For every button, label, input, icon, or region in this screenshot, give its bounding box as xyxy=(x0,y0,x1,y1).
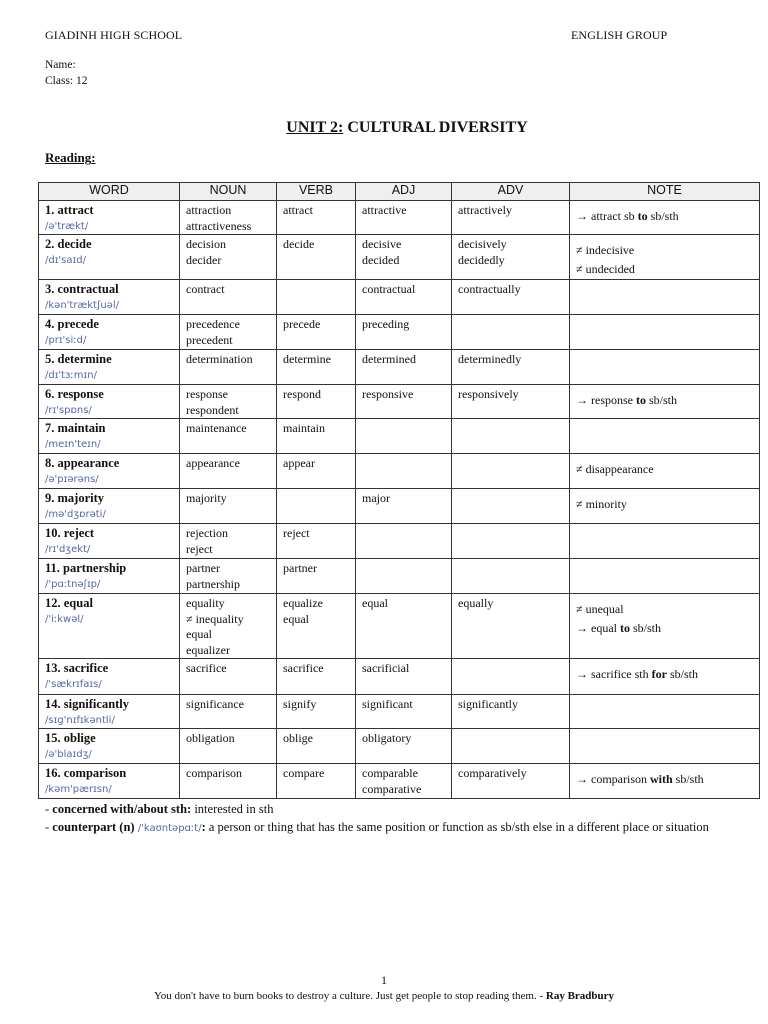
word-label: 4. precede xyxy=(45,317,99,331)
cell-note xyxy=(570,594,760,659)
cell-note xyxy=(570,489,760,524)
cell-noun xyxy=(180,385,277,419)
cell-word xyxy=(39,594,180,659)
adv-form: decidedly xyxy=(458,252,505,267)
noun-form: ≠ inequality xyxy=(186,611,244,626)
cell-adj xyxy=(356,695,452,729)
table-row xyxy=(39,594,760,659)
adj-form: determined xyxy=(362,352,416,366)
cell-adv xyxy=(452,350,570,385)
col-verb: VERB xyxy=(277,183,356,201)
table-row xyxy=(39,385,760,419)
cell-adj xyxy=(356,201,452,235)
cell-verb xyxy=(277,419,356,454)
word-label: 1. attract xyxy=(45,203,94,217)
cell-verb xyxy=(277,350,356,385)
note-line xyxy=(576,770,753,789)
verb-form: oblige xyxy=(283,731,313,745)
noun-form: determination xyxy=(186,352,253,366)
cell-adj xyxy=(356,419,452,454)
cell-noun xyxy=(180,235,277,280)
adv-form: significantly xyxy=(458,697,518,711)
def-dash: - xyxy=(45,802,53,816)
page-number: 1 xyxy=(381,973,387,987)
cell-verb xyxy=(277,385,356,419)
adj-form: comparable xyxy=(362,766,418,780)
cell-verb xyxy=(277,280,356,315)
name-label: Name: xyxy=(45,59,76,71)
word-label: 13. sacrifice xyxy=(45,661,109,675)
noun-form: appearance xyxy=(186,456,240,470)
note-preposition: to xyxy=(620,621,630,635)
cell-noun xyxy=(180,489,277,524)
section-heading xyxy=(45,150,96,166)
word-ipa: /mə'dʒɒrəti/ xyxy=(45,508,106,520)
note-line xyxy=(576,241,753,260)
noun-form: obligation xyxy=(186,731,235,745)
cell-note xyxy=(570,764,760,799)
cell-note xyxy=(570,280,760,315)
cell-adj xyxy=(356,350,452,385)
noun-form: partner xyxy=(186,561,220,575)
verb-form: maintain xyxy=(283,421,325,435)
cell-noun xyxy=(180,594,277,659)
cell-adv xyxy=(452,454,570,489)
verb-form: equalize xyxy=(283,596,323,610)
cell-word xyxy=(39,729,180,764)
verb-form: partner xyxy=(283,561,317,575)
noun-form: partnership xyxy=(186,576,240,591)
cell-adj xyxy=(356,315,452,350)
definition-1 xyxy=(45,800,745,818)
cell-verb xyxy=(277,659,356,695)
cell-adv xyxy=(452,315,570,350)
word-ipa: /kəm'pærɪsn/ xyxy=(45,783,112,795)
noun-form: contract xyxy=(186,282,225,296)
cell-note xyxy=(570,315,760,350)
noun-form: majority xyxy=(186,491,227,505)
cell-note xyxy=(570,454,760,489)
unit-topic: CULTURAL DIVERSITY xyxy=(343,119,528,136)
cell-word xyxy=(39,350,180,385)
cell-noun xyxy=(180,729,277,764)
verb-form: signify xyxy=(283,697,317,711)
noun-form: significance xyxy=(186,697,244,711)
cell-adj xyxy=(356,235,452,280)
cell-verb xyxy=(277,201,356,235)
cell-word xyxy=(39,764,180,799)
cell-word xyxy=(39,385,180,419)
note-line xyxy=(576,260,753,279)
note-line xyxy=(576,460,753,479)
cell-note xyxy=(570,559,760,594)
noun-form: sacrifice xyxy=(186,661,227,675)
verb-form: determine xyxy=(283,352,331,366)
note-line xyxy=(576,495,753,514)
word-label: 3. contractual xyxy=(45,282,119,296)
cell-noun xyxy=(180,559,277,594)
note-text: sb/sth xyxy=(630,621,662,635)
cell-adv xyxy=(452,489,570,524)
page-title xyxy=(0,119,768,137)
cell-word xyxy=(39,524,180,559)
note-text: ≠ undecided xyxy=(576,262,635,276)
note-text: → comparison xyxy=(576,772,650,786)
cell-noun xyxy=(180,315,277,350)
table-row xyxy=(39,419,760,454)
word-label: 16. comparison xyxy=(45,766,127,780)
table-row xyxy=(39,489,760,524)
cell-adv xyxy=(452,385,570,419)
word-ipa: /'iːkwəl/ xyxy=(45,613,84,625)
word-ipa: /'sækrɪfaɪs/ xyxy=(45,678,102,690)
noun-form: comparison xyxy=(186,766,242,780)
verb-form: appear xyxy=(283,456,315,470)
note-preposition: to xyxy=(636,393,646,407)
table-row xyxy=(39,280,760,315)
noun-form: equality xyxy=(186,596,225,610)
cell-note xyxy=(570,524,760,559)
word-label: 12. equal xyxy=(45,596,93,610)
section-label: Reading xyxy=(45,150,92,165)
adv-form: decisively xyxy=(458,237,507,251)
word-label: 8. appearance xyxy=(45,456,120,470)
verb-form: decide xyxy=(283,237,315,251)
adj-form: significant xyxy=(362,697,413,711)
noun-form: response xyxy=(186,387,228,401)
table-row xyxy=(39,201,760,235)
verb-form: precede xyxy=(283,317,321,331)
cell-adj xyxy=(356,489,452,524)
word-label: 7. maintain xyxy=(45,421,106,435)
col-adj: ADJ xyxy=(356,183,452,201)
quote-text: You don't have to burn books to destroy a culture. Just get people to stop reading them. - xyxy=(153,990,546,1002)
cell-verb xyxy=(277,729,356,764)
cell-verb xyxy=(277,454,356,489)
noun-form: reject xyxy=(186,541,213,556)
note-text: ≠ disappearance xyxy=(576,462,654,476)
cell-adj xyxy=(356,524,452,559)
note-preposition: for xyxy=(651,667,667,681)
cell-adj xyxy=(356,764,452,799)
col-word: WORD xyxy=(39,183,180,201)
word-ipa: /sɪg'nɪfɪkəntli/ xyxy=(45,714,115,726)
word-label: 15. oblige xyxy=(45,731,96,745)
adj-form: decisive xyxy=(362,237,402,251)
noun-form: decider xyxy=(186,252,222,267)
cell-adv xyxy=(452,659,570,695)
note-line xyxy=(576,665,753,684)
group-name: ENGLISH GROUP xyxy=(571,28,668,42)
table-row xyxy=(39,315,760,350)
word-label: 14. significantly xyxy=(45,697,130,711)
adj-form: comparative xyxy=(362,781,422,796)
cell-word xyxy=(39,280,180,315)
table-row xyxy=(39,659,760,695)
footer-quote xyxy=(0,990,768,1002)
def-term: counterpart (n) xyxy=(52,820,135,834)
col-note: NOTE xyxy=(570,183,760,201)
word-ipa: /dɪ'saɪd/ xyxy=(45,254,86,266)
class-label: Class: 12 xyxy=(45,75,88,87)
cell-adj xyxy=(356,594,452,659)
cell-adv xyxy=(452,559,570,594)
cell-word xyxy=(39,454,180,489)
adv-form: determinedly xyxy=(458,352,522,366)
def-ipa: /'kaʊntəpɑːt/ xyxy=(134,823,202,834)
cell-adv xyxy=(452,524,570,559)
cell-verb xyxy=(277,524,356,559)
noun-form: precedence xyxy=(186,317,240,331)
note-line xyxy=(576,391,753,410)
word-ipa: /'pɑːtnəʃɪp/ xyxy=(45,578,101,590)
cell-noun xyxy=(180,419,277,454)
cell-verb xyxy=(277,489,356,524)
cell-verb xyxy=(277,594,356,659)
adv-form: equally xyxy=(458,596,494,610)
note-text: sb/sth xyxy=(647,209,679,223)
noun-form: equalizer xyxy=(186,642,230,657)
definition-2 xyxy=(45,818,745,838)
cell-noun xyxy=(180,764,277,799)
adv-form: contractually xyxy=(458,282,521,296)
cell-noun xyxy=(180,350,277,385)
cell-word xyxy=(39,559,180,594)
note-text: sb/sth xyxy=(646,393,678,407)
word-ipa: /ə'trækt/ xyxy=(45,220,89,232)
cell-adv xyxy=(452,235,570,280)
cell-adv xyxy=(452,280,570,315)
adj-form: obligatory xyxy=(362,731,412,745)
cell-adj xyxy=(356,729,452,764)
note-text: sb/sth xyxy=(672,772,704,786)
table-row xyxy=(39,350,760,385)
word-label: 9. majority xyxy=(45,491,105,505)
cell-word xyxy=(39,419,180,454)
cell-verb xyxy=(277,764,356,799)
word-label: 2. decide xyxy=(45,237,92,251)
cell-adj xyxy=(356,559,452,594)
note-line xyxy=(576,600,753,619)
adj-form: sacrificial xyxy=(362,661,410,675)
cell-word xyxy=(39,695,180,729)
noun-form: rejection xyxy=(186,526,228,540)
adj-form: attractive xyxy=(362,203,407,217)
table-row xyxy=(39,235,760,280)
cell-verb xyxy=(277,695,356,729)
note-text: sb/sth xyxy=(666,667,698,681)
noun-form: decision xyxy=(186,237,226,251)
word-label: 10. reject xyxy=(45,526,95,540)
definitions xyxy=(45,800,745,838)
verb-form: respond xyxy=(283,387,321,401)
word-ipa: /ə'blaɪdʒ/ xyxy=(45,748,92,760)
word-ipa: /ə'pɪərəns/ xyxy=(45,473,99,485)
cell-adv xyxy=(452,419,570,454)
note-line xyxy=(576,207,753,226)
adv-form: comparatively xyxy=(458,766,527,780)
note-text: → sacrifice sth xyxy=(576,667,652,681)
note-text: ≠ unequal xyxy=(576,602,624,616)
adj-form: preceding xyxy=(362,317,410,331)
def-meaning: interested in sth xyxy=(191,802,274,816)
table-row xyxy=(39,524,760,559)
note-line xyxy=(576,619,753,638)
adj-form: responsive xyxy=(362,387,414,401)
cell-noun xyxy=(180,201,277,235)
cell-verb xyxy=(277,235,356,280)
word-ipa: /kən'træktʃuəl/ xyxy=(45,299,119,311)
cell-word xyxy=(39,235,180,280)
word-ipa: /rɪ'dʒekt/ xyxy=(45,543,91,555)
noun-form: respondent xyxy=(186,402,239,417)
col-adv: ADV xyxy=(452,183,570,201)
word-ipa: /meɪn'teɪn/ xyxy=(45,438,101,450)
word-ipa: /dɪ'tɜːmɪn/ xyxy=(45,369,97,381)
cell-word xyxy=(39,489,180,524)
noun-form: maintenance xyxy=(186,421,247,435)
table-row xyxy=(39,764,760,799)
cell-word xyxy=(39,201,180,235)
cell-noun xyxy=(180,659,277,695)
cell-note xyxy=(570,385,760,419)
def-meaning: a person or thing that has the same position or function as sb/sth else in a different place or situation xyxy=(205,820,709,834)
note-text: → equal xyxy=(576,621,620,635)
cell-adv xyxy=(452,594,570,659)
student-meta xyxy=(45,57,88,89)
word-label: 6. response xyxy=(45,387,104,401)
noun-form: attraction xyxy=(186,203,232,217)
cell-verb xyxy=(277,315,356,350)
noun-form: attractiveness xyxy=(186,218,252,233)
cell-word xyxy=(39,315,180,350)
word-label: 5. determine xyxy=(45,352,112,366)
adj-form: contractual xyxy=(362,282,416,296)
cell-adv xyxy=(452,201,570,235)
note-text: → response xyxy=(576,393,636,407)
cell-noun xyxy=(180,524,277,559)
cell-noun xyxy=(180,280,277,315)
table-row xyxy=(39,559,760,594)
vocabulary-table xyxy=(38,182,760,799)
verb-form: reject xyxy=(283,526,310,540)
cell-note xyxy=(570,201,760,235)
cell-adj xyxy=(356,659,452,695)
word-ipa: /rɪ'spɒns/ xyxy=(45,404,92,416)
cell-note xyxy=(570,695,760,729)
note-text: ≠ indecisive xyxy=(576,243,635,257)
word-ipa: /prɪ'siːd/ xyxy=(45,334,87,346)
cell-note xyxy=(570,419,760,454)
cell-note xyxy=(570,235,760,280)
cell-noun xyxy=(180,695,277,729)
def-colon: : xyxy=(201,820,206,834)
cell-adj xyxy=(356,454,452,489)
cell-noun xyxy=(180,454,277,489)
table-row xyxy=(39,454,760,489)
unit-label: UNIT 2: xyxy=(286,119,344,136)
cell-note xyxy=(570,350,760,385)
noun-form: equal xyxy=(186,627,212,641)
verb-form: compare xyxy=(283,766,325,780)
cell-note xyxy=(570,729,760,764)
verb-form: sacrifice xyxy=(283,661,324,675)
school-name: GIADINH HIGH SCHOOL xyxy=(45,28,183,42)
quote-author: Ray Bradbury xyxy=(545,990,615,1002)
table-header-row xyxy=(39,183,760,201)
adj-form: major xyxy=(362,491,390,505)
note-text: → attract sb xyxy=(576,209,638,223)
cell-verb xyxy=(277,559,356,594)
section-colon: : xyxy=(91,150,96,165)
adv-form: responsively xyxy=(458,387,519,401)
adv-form: attractively xyxy=(458,203,512,217)
cell-adv xyxy=(452,764,570,799)
cell-adv xyxy=(452,729,570,764)
cell-adj xyxy=(356,385,452,419)
def-term: concerned with/about sth: xyxy=(52,802,192,816)
adj-form: equal xyxy=(362,596,388,610)
cell-word xyxy=(39,659,180,695)
note-preposition: to xyxy=(637,209,648,223)
adj-form: decided xyxy=(362,252,400,267)
def-dash: - xyxy=(45,820,53,834)
cell-adv xyxy=(452,695,570,729)
table-row xyxy=(39,729,760,764)
note-text: ≠ minority xyxy=(576,497,627,511)
note-preposition: with xyxy=(650,772,673,786)
verb-form: equal xyxy=(283,611,309,626)
noun-form: precedent xyxy=(186,332,233,347)
verb-form: attract xyxy=(283,203,313,217)
cell-adj xyxy=(356,280,452,315)
cell-note xyxy=(570,659,760,695)
table-row xyxy=(39,695,760,729)
col-noun: NOUN xyxy=(180,183,277,201)
word-label: 11. partnership xyxy=(45,561,127,575)
